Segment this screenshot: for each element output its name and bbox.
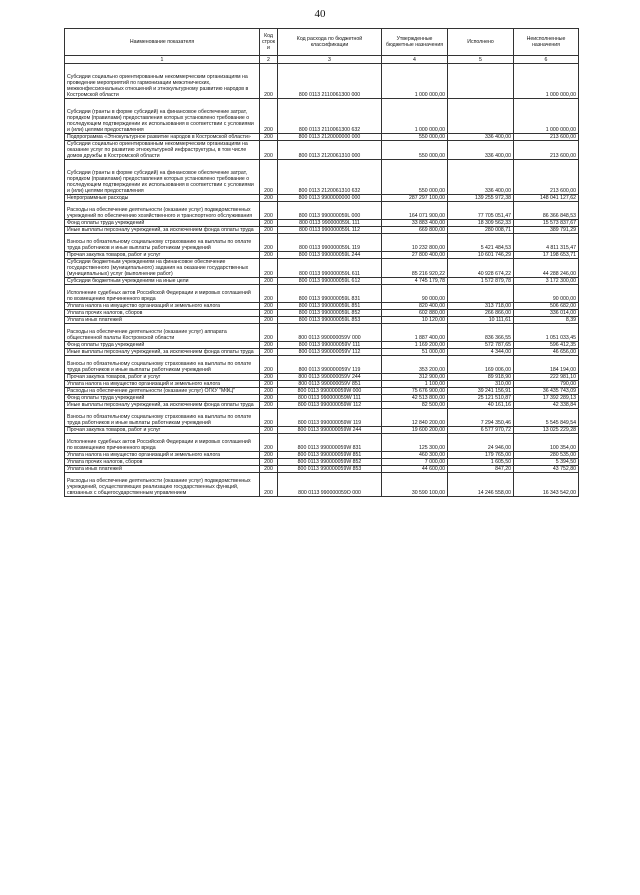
row-remaining: 506 682,00 (514, 303, 579, 310)
row-name: Субсидии социально ориентированным некоммерческим организациям на проведение мероприятий по гармонизации межэтнических, межконфессиональных отношений и этнокультурному развитию народов в Костромской области (65, 64, 260, 99)
table-row (65, 285, 579, 303)
row-line: 200 (260, 409, 278, 427)
table-row (65, 402, 579, 409)
row-approved: 75 676 900,00 (382, 388, 448, 395)
row-remaining: 213 600,00 (514, 134, 579, 141)
row-approved: 164 071 900,00 (382, 202, 448, 220)
row-name: Прочая закупка товаров, работ и услуг (65, 252, 260, 259)
table-row (65, 134, 579, 141)
row-line: 200 (260, 466, 278, 473)
row-executed: 7 294 350,46 (448, 409, 514, 427)
row-code: 800 0113 990000059L 853 (278, 317, 382, 324)
row-line: 200 (260, 374, 278, 381)
row-line: 200 (260, 459, 278, 466)
row-code: 800 0113 990000059L 831 (278, 285, 382, 303)
row-approved: 312 900,00 (382, 374, 448, 381)
row-remaining: 86 366 848,53 (514, 202, 579, 220)
row-line: 200 (260, 259, 278, 278)
table-row (65, 220, 579, 227)
table-row (65, 409, 579, 427)
table-row (65, 252, 579, 259)
row-line: 200 (260, 303, 278, 310)
row-remaining: 3 172 300,00 (514, 278, 579, 285)
table-row (65, 317, 579, 324)
row-approved: 550 000,00 (382, 134, 448, 141)
table-row (65, 374, 579, 381)
row-line: 200 (260, 202, 278, 220)
row-remaining: 44 288 246,00 (514, 259, 579, 278)
row-code: 800 0113 990000059W 119 (278, 409, 382, 427)
row-executed: 77 705 051,47 (448, 202, 514, 220)
row-executed: 5 421 484,53 (448, 234, 514, 252)
row-line: 200 (260, 99, 278, 134)
row-executed: 4 344,00 (448, 349, 514, 356)
row-remaining: 15 573 837,67 (514, 220, 579, 227)
table-row (65, 310, 579, 317)
row-name: Взносы по обязательному социальному страхованию на выплаты по оплате труда работников и иные выплаты работникам учреждений (65, 234, 260, 252)
col-number: 1 (65, 56, 260, 64)
table-row (65, 160, 579, 195)
row-executed: 169 006,00 (448, 356, 514, 374)
row-remaining: 5 394,50 (514, 459, 579, 466)
row-executed: 336 400,00 (448, 141, 514, 160)
row-approved: 669 800,00 (382, 227, 448, 234)
row-line: 200 (260, 310, 278, 317)
row-line: 200 (260, 388, 278, 395)
row-line: 200 (260, 220, 278, 227)
page-number: 40 (314, 8, 326, 20)
table-row (65, 473, 579, 497)
row-line: 200 (260, 160, 278, 195)
row-name: Прочая закупка товаров, работ и услуг (65, 374, 260, 381)
row-executed: 139 255 972,38 (448, 195, 514, 202)
table-row (65, 342, 579, 349)
column-number-row (65, 56, 579, 64)
row-remaining: 36 435 743,09 (514, 388, 579, 395)
row-remaining: 336 014,00 (514, 310, 579, 317)
row-code: 800 0113 990000059L 119 (278, 234, 382, 252)
table-row (65, 349, 579, 356)
table-row (65, 324, 579, 342)
row-executed: 40 161,16 (448, 402, 514, 409)
row-line: 200 (260, 342, 278, 349)
table-row (65, 234, 579, 252)
row-code: 800 0113 990000059V 119 (278, 356, 382, 374)
row-code: 800 0113 990000059L 000 (278, 202, 382, 220)
row-approved: 90 000,00 (382, 285, 448, 303)
row-approved: 33 883 400,00 (382, 220, 448, 227)
row-code: 800 0113 990000059W 852 (278, 459, 382, 466)
row-line: 200 (260, 356, 278, 374)
row-approved: 460 300,00 (382, 452, 448, 459)
row-approved: 550 000,00 (382, 141, 448, 160)
row-executed: 266 866,00 (448, 310, 514, 317)
row-code: 800 0113 990000059W 000 (278, 388, 382, 395)
row-executed: 24 946,00 (448, 434, 514, 452)
row-executed: 10 111,61 (448, 317, 514, 324)
row-executed: 1 572 879,78 (448, 278, 514, 285)
row-name: Уплата иных платежей (65, 466, 260, 473)
header-name: Наименование показателя (65, 29, 260, 56)
row-name: Фонд оплаты труда учреждений (65, 395, 260, 402)
table-row (65, 388, 579, 395)
row-code: 800 0113 990000059L 852 (278, 310, 382, 317)
row-approved: 51 000,00 (382, 349, 448, 356)
row-remaining: 222 981,10 (514, 374, 579, 381)
row-remaining: 213 600,00 (514, 141, 579, 160)
row-approved: 602 880,00 (382, 310, 448, 317)
row-approved: 550 000,00 (382, 160, 448, 195)
row-code: 800 0113 990000059V 112 (278, 349, 382, 356)
row-approved: 10 232 800,00 (382, 234, 448, 252)
row-approved: 44 600,00 (382, 466, 448, 473)
table-row (65, 356, 579, 374)
col-number: 2 (260, 56, 278, 64)
row-approved: 1 000 000,00 (382, 99, 448, 134)
row-remaining: 184 194,00 (514, 356, 579, 374)
row-name: Подпрограмма «Этнокультурное развитие народов в Костромской области» (65, 134, 260, 141)
col-number: 6 (514, 56, 579, 64)
header-executed: Исполнено (448, 29, 514, 56)
row-code: 800 0113 2120061310 632 (278, 160, 382, 195)
row-name: Субсидии социально ориентированным некоммерческим организациям на оказание услуг по развитию этнокультурной инфраструктуры, в том числе домов дружбы в Костромской области (65, 141, 260, 160)
row-approved: 12 840 200,00 (382, 409, 448, 427)
row-executed: 336 400,00 (448, 134, 514, 141)
row-name: Расходы на обеспечение деятельности (оказание услуг) подведомственных учреждений, осуществляющих реализацию государственных функций, связанных с общегосударственным управлением (65, 473, 260, 497)
row-approved: 27 800 400,00 (382, 252, 448, 259)
row-code: 800 0113 990000059V 000 (278, 324, 382, 342)
table-body (65, 64, 579, 497)
row-executed: 40 928 674,22 (448, 259, 514, 278)
row-remaining: 43 752,80 (514, 466, 579, 473)
table-row (65, 459, 579, 466)
row-remaining: 148 041 127,62 (514, 195, 579, 202)
row-line: 200 (260, 381, 278, 388)
row-name: Уплата налога на имущество организаций и земельного налога (65, 303, 260, 310)
row-approved: 353 200,00 (382, 356, 448, 374)
table-row (65, 303, 579, 310)
row-remaining: 17 392 289,13 (514, 395, 579, 402)
row-line: 200 (260, 285, 278, 303)
row-approved: 82 500,00 (382, 402, 448, 409)
row-line: 200 (260, 452, 278, 459)
row-code: 800 0113 990000059L 112 (278, 227, 382, 234)
row-code: 800 0113 990000059W 851 (278, 452, 382, 459)
row-approved: 10 120,00 (382, 317, 448, 324)
row-line: 200 (260, 473, 278, 497)
row-approved: 287 297 100,00 (382, 195, 448, 202)
row-remaining: 1 000 000,00 (514, 64, 579, 99)
row-name: Субсидии бюджетным учреждениям на финансовое обеспечение государственного (муниципального) задания на оказание государственных (муниципальных) услуг (выполнение работ) (65, 259, 260, 278)
row-remaining: 13 025 229,28 (514, 427, 579, 434)
row-remaining: 5 545 849,54 (514, 409, 579, 427)
row-remaining: 90 000,00 (514, 285, 579, 303)
row-approved: 30 590 100,00 (382, 473, 448, 497)
row-line: 200 (260, 402, 278, 409)
row-code: 800 0113 990000059V 111 (278, 342, 382, 349)
row-line: 200 (260, 427, 278, 434)
row-name: Уплата прочих налогов, сборов (65, 310, 260, 317)
row-name: Фонд оплаты труда учреждений (65, 342, 260, 349)
table-row (65, 466, 579, 473)
row-executed: 313 718,00 (448, 303, 514, 310)
row-code: 800 0113 990000059L 244 (278, 252, 382, 259)
row-name: Непрограммные расходы (65, 195, 260, 202)
row-executed (448, 99, 514, 134)
row-code: 800 0113 990000059W 853 (278, 466, 382, 473)
row-name: Фонд оплаты труда учреждений (65, 220, 260, 227)
row-approved: 19 600 200,00 (382, 427, 448, 434)
row-remaining: 596 412,35 (514, 342, 579, 349)
table-row (65, 141, 579, 160)
row-name: Субсидии (гранты в форме субсидий) на финансовое обеспечение затрат, порядком (правилами) предоставления которых установлено требование о последующем подтверждении их использования в соответствии с условиями и (или) целями предоставления (65, 160, 260, 195)
row-remaining: 42 338,84 (514, 402, 579, 409)
table-row (65, 202, 579, 220)
row-name: Расходы на обеспечение деятельности (оказание услуг) подведомственных учреждений по обеспечению хозяйственного и транспортного обслуживания (65, 202, 260, 220)
row-code: 800 0113 990000059L 851 (278, 303, 382, 310)
row-executed: 847,20 (448, 466, 514, 473)
row-approved: 42 513 800,00 (382, 395, 448, 402)
row-line: 200 (260, 234, 278, 252)
row-remaining: 8,39 (514, 317, 579, 324)
row-executed: 280 008,71 (448, 227, 514, 234)
row-remaining: 17 198 653,71 (514, 252, 579, 259)
row-remaining: 213 600,00 (514, 160, 579, 195)
row-code: 800 0113 2110061300 000 (278, 64, 382, 99)
row-name: Уплата прочих налогов, сборов (65, 459, 260, 466)
row-code: 800 0113 990000059L 612 (278, 278, 382, 285)
row-executed: 572 787,65 (448, 342, 514, 349)
row-code: 800 0113 990000059L 111 (278, 220, 382, 227)
table-row (65, 381, 579, 388)
row-executed: 14 246 558,00 (448, 473, 514, 497)
row-line: 200 (260, 134, 278, 141)
row-approved: 85 216 920,22 (382, 259, 448, 278)
row-executed (448, 64, 514, 99)
table-row (65, 99, 579, 134)
row-code: 800 0113 990000059W 111 (278, 395, 382, 402)
row-code: 800 0113 990000059V 851 (278, 381, 382, 388)
table-row (65, 259, 579, 278)
row-line: 200 (260, 278, 278, 285)
table-row (65, 195, 579, 202)
row-executed: 89 918,90 (448, 374, 514, 381)
row-approved: 125 300,00 (382, 434, 448, 452)
row-line: 200 (260, 324, 278, 342)
header-classification-code: Код расхода по бюджетной классификации (278, 29, 382, 56)
row-name: Взносы по обязательному социальному страхованию на выплаты по оплате труда работников и иные выплаты работникам учреждений (65, 356, 260, 374)
row-line: 200 (260, 141, 278, 160)
table-row (65, 427, 579, 434)
table-row (65, 227, 579, 234)
row-line: 200 (260, 195, 278, 202)
row-remaining: 280 535,00 (514, 452, 579, 459)
col-number: 4 (382, 56, 448, 64)
table-row (65, 64, 579, 99)
row-name: Расходы на обеспечение деятельности (оказание услуг) аппарата общественной палаты Костромской области (65, 324, 260, 342)
row-executed: 179 765,00 (448, 452, 514, 459)
row-code: 800 0113 990000059W 831 (278, 434, 382, 452)
row-remaining: 16 343 542,00 (514, 473, 579, 497)
row-name: Уплата иных платежей (65, 317, 260, 324)
row-code: 800 0113 2120061310 000 (278, 141, 382, 160)
row-name: Уплата налога на имущество организаций и земельного налога (65, 452, 260, 459)
row-approved: 1 887 400,00 (382, 324, 448, 342)
header-row (65, 29, 579, 56)
col-number: 5 (448, 56, 514, 64)
row-name: Иные выплаты персоналу учреждений, за исключением фонда оплаты труда (65, 402, 260, 409)
row-executed: 25 121 510,87 (448, 395, 514, 402)
row-line: 200 (260, 64, 278, 99)
row-remaining: 100 354,00 (514, 434, 579, 452)
row-remaining: 389 791,29 (514, 227, 579, 234)
row-line: 200 (260, 434, 278, 452)
row-executed: 10 601 746,29 (448, 252, 514, 259)
row-name: Уплата налога на имущество организаций и земельного налога (65, 381, 260, 388)
row-remaining: 46 656,00 (514, 349, 579, 356)
row-name: Субсидии бюджетным учреждениям на иные цели (65, 278, 260, 285)
row-approved: 820 400,00 (382, 303, 448, 310)
table-row (65, 434, 579, 452)
row-approved: 1 100,00 (382, 381, 448, 388)
row-code: 800 0113 9900000000 000 (278, 195, 382, 202)
row-code: 800 0113 990000059W 112 (278, 402, 382, 409)
row-code: 800 0113 990000059V 244 (278, 374, 382, 381)
row-code: 800 0113 990000059O 000 (278, 473, 382, 497)
row-name: Иные выплаты персоналу учреждений, за исключением фонда оплаты труда (65, 227, 260, 234)
header-remaining: Неисполненные назначения (514, 29, 579, 56)
row-approved: 1 169 200,00 (382, 342, 448, 349)
row-code: 800 0113 2110061300 632 (278, 99, 382, 134)
row-approved: 4 745 179,78 (382, 278, 448, 285)
row-remaining: 1 000 000,00 (514, 99, 579, 134)
row-line: 200 (260, 227, 278, 234)
row-name: Взносы по обязательному социальному страхованию на выплаты по оплате труда работников и иные выплаты работникам учреждений (65, 409, 260, 427)
table-row (65, 452, 579, 459)
row-approved: 1 000 000,00 (382, 64, 448, 99)
row-line: 200 (260, 317, 278, 324)
row-name: Исполнение судебных актов Российской Федерации и мировых соглашений по возмещению причиненного вреда (65, 285, 260, 303)
row-remaining: 4 811 315,47 (514, 234, 579, 252)
row-remaining: 790,00 (514, 381, 579, 388)
col-number: 3 (278, 56, 382, 64)
row-executed: 310,00 (448, 381, 514, 388)
row-executed (448, 285, 514, 303)
row-executed: 1 605,50 (448, 459, 514, 466)
row-approved: 7 000,00 (382, 459, 448, 466)
row-executed: 18 309 562,33 (448, 220, 514, 227)
table-row (65, 395, 579, 402)
row-name: Исполнение судебных актов Российской Федерации и мировых соглашений по возмещению причиненного вреда (65, 434, 260, 452)
row-name: Прочая закупка товаров, работ и услуг (65, 427, 260, 434)
row-executed: 39 241 156,91 (448, 388, 514, 395)
row-code: 800 0113 990000059W 244 (278, 427, 382, 434)
budget-execution-table (64, 28, 579, 497)
row-name: Расходы на обеспечение деятельности (оказание услуг) ОГКУ "МФЦ" (65, 388, 260, 395)
header-approved: Утвержденные бюджетные назначения (382, 29, 448, 56)
table-row (65, 278, 579, 285)
row-name: Иные выплаты персоналу учреждений, за исключением фонда оплаты труда (65, 349, 260, 356)
row-executed: 836 366,55 (448, 324, 514, 342)
row-code: 800 0113 990000059L 611 (278, 259, 382, 278)
row-name: Субсидии (гранты в форме субсидий) на финансовое обеспечение затрат, порядком (правилами) предоставления которых установлено требование о последующем подтверждении их использования в соответствии с условиями и (или) целями предоставления (65, 99, 260, 134)
row-line: 200 (260, 349, 278, 356)
header-line-code: Код строк и (260, 29, 278, 56)
row-line: 200 (260, 252, 278, 259)
row-line: 200 (260, 395, 278, 402)
row-remaining: 1 051 033,45 (514, 324, 579, 342)
row-executed: 336 400,00 (448, 160, 514, 195)
row-executed: 6 577 970,72 (448, 427, 514, 434)
row-code: 800 0113 2120000000 000 (278, 134, 382, 141)
